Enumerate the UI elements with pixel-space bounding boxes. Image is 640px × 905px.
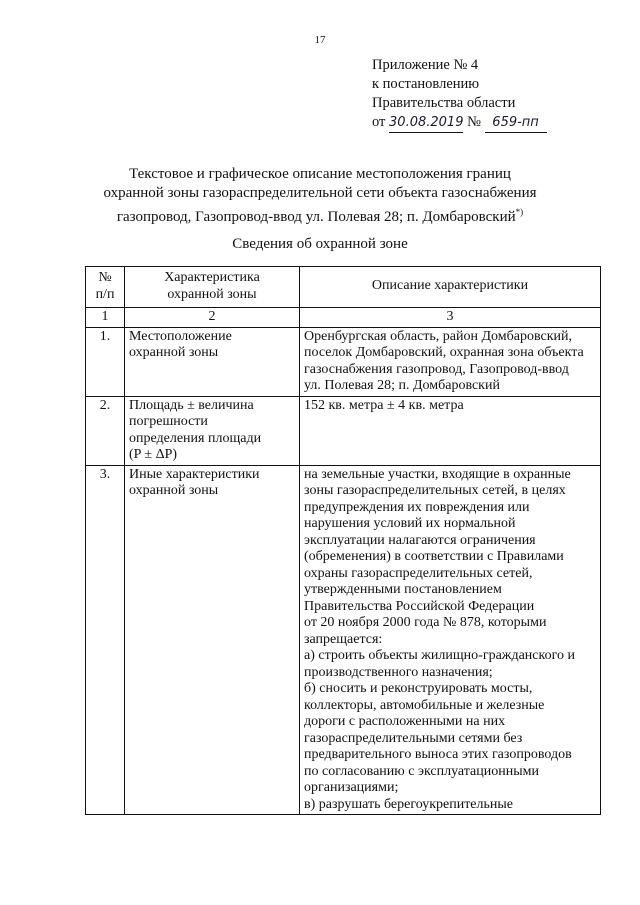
row-number: 1. [86, 327, 125, 396]
title-line-3-text: газопровод, Газопровод-ввод ул. Полевая 28; п. Домбаровский [116, 209, 516, 225]
row-characteristic: Местоположение охранной зоны [125, 327, 300, 396]
document-title [0, 165, 640, 227]
column-number-2: 2 [125, 308, 300, 328]
handwritten-date: 30.08.2019 [389, 113, 463, 133]
header-number: № п/п [86, 267, 125, 308]
row-number: 2. [86, 396, 125, 465]
header-characteristic: Характеристика охранной зоны [125, 267, 300, 308]
from-label: от [372, 114, 386, 130]
column-number-3: 3 [300, 308, 601, 328]
footnote-mark: *) [515, 207, 524, 217]
column-number-1: 1 [86, 308, 125, 328]
column-number-row [86, 308, 601, 328]
row-characteristic: Площадь ± величина погрешности определения площади (P ± ΔP) [125, 396, 300, 465]
appendix-line-2: к постановлению [372, 76, 480, 92]
row-number: 3. [86, 465, 125, 815]
handwritten-number: 659-пп [485, 113, 547, 133]
title-line-1: Текстовое и графическое описание местоположения границ [129, 166, 511, 182]
table-row [86, 396, 601, 465]
row-description: на земельные участки, входящие в охранные зоны газораспределительных сетей, в целях предупреждения их повреждения или нарушения условий их нормальной эксплуатации налагаются ограничения (обременения) в соответствии с Правилами охраны газораспределительных сетей, утвержденными постановлением Правительства Российской Федерации от 20 ноября 2000 года № 878, которыми запрещается: а) строить объекты жилищно-гражданского и производственного назначения; б) сносить и реконструировать мосты, коллекторы, автомобильные и железные дороги с расположенными на них газораспределительными сетями без предварительного выноса этих газопроводов по согласованию с эксплуатационными организациями; в) разрушать берегоукрепительные [300, 465, 601, 815]
table-header-row [86, 267, 601, 308]
title-line-3 [0, 203, 640, 227]
row-characteristic: Иные характеристики охранной зоны [125, 465, 300, 815]
title-line-2: охранной зоны газораспределительной сети объекта газоснабжения [103, 185, 537, 201]
zone-info-table [85, 266, 601, 815]
appendix-date-line [372, 113, 547, 133]
number-label: № [467, 114, 481, 130]
appendix-line-3: Правительства области [372, 95, 516, 111]
appendix-block [372, 56, 547, 133]
header-description: Описание характеристики [300, 267, 601, 308]
appendix-line-1: Приложение № 4 [372, 57, 479, 73]
row-description: Оренбургская область, район Домбаровский, поселок Домбаровский, охранная зона объекта газоснабжения газопровод, Газопровод-ввод ул. Полевая 28; п. Домбаровский [300, 327, 601, 396]
row-description: 152 кв. метра ± 4 кв. метра [300, 396, 601, 465]
table-row [86, 465, 601, 815]
section-subtitle: Сведения об охранной зоне [232, 236, 408, 252]
table-row [86, 327, 601, 396]
page-number: 17 [314, 34, 326, 46]
